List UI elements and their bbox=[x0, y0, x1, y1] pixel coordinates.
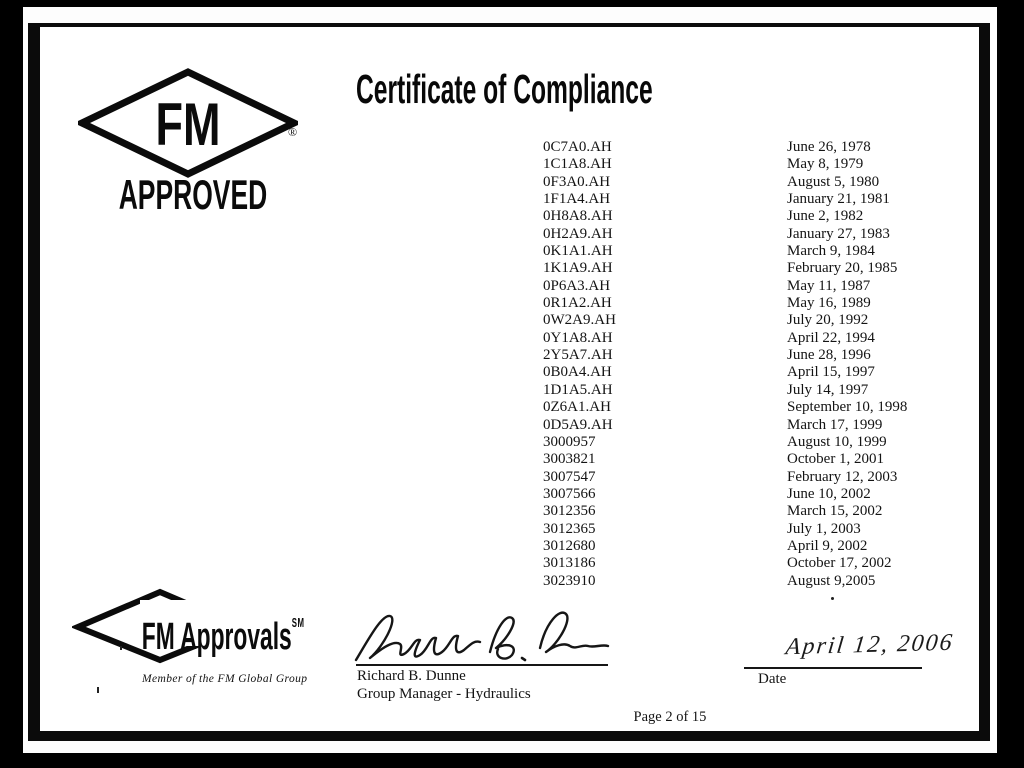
certificate-id: 3012680 bbox=[543, 537, 596, 554]
list-item bbox=[543, 364, 963, 381]
scan-speck bbox=[97, 687, 99, 693]
certificate-id: 3000957 bbox=[543, 433, 596, 450]
certificate-id: 1C1A8.AH bbox=[543, 156, 612, 173]
list-item bbox=[543, 521, 963, 538]
list-item bbox=[543, 330, 963, 347]
logo-tagline: Member of the FM Global Group bbox=[142, 673, 308, 685]
certificate-date: April 9, 2002 bbox=[787, 537, 868, 554]
certificate-id: 1K1A9.AH bbox=[543, 260, 613, 277]
list-item bbox=[543, 174, 963, 191]
list-item bbox=[543, 156, 963, 173]
date-line bbox=[744, 667, 922, 669]
certificate-date: May 16, 1989 bbox=[787, 295, 871, 312]
certificate-date: January 21, 1981 bbox=[787, 191, 890, 208]
certificate-date: August 5, 1980 bbox=[787, 173, 880, 190]
certificate-date: July 1, 2003 bbox=[787, 520, 861, 537]
certificate-date: September 10, 1998 bbox=[787, 399, 908, 416]
certificate-id: 0W2A9.AH bbox=[543, 312, 616, 329]
certificate-id: 3007566 bbox=[543, 485, 596, 502]
service-mark-symbol: SM bbox=[291, 615, 305, 630]
scan-speck bbox=[831, 597, 834, 600]
certificate-id: 0Z6A1.AH bbox=[543, 399, 611, 416]
certificate-date: March 17, 1999 bbox=[787, 416, 883, 433]
certificate-date: June 28, 1996 bbox=[787, 347, 871, 364]
list-item bbox=[543, 538, 963, 555]
certificate-date: May 8, 1979 bbox=[787, 156, 864, 173]
certificate-id: 0K1A1.AH bbox=[543, 243, 613, 260]
certificate-id: 3013186 bbox=[543, 555, 596, 572]
signatory-name: Richard B. Dunne bbox=[357, 668, 466, 684]
certificate-date: July 20, 1992 bbox=[787, 312, 869, 329]
signature-scribble bbox=[352, 606, 612, 668]
list-item bbox=[543, 417, 963, 434]
certificate-date: August 9,2005 bbox=[787, 572, 876, 589]
scan-speck bbox=[120, 646, 122, 650]
fm-approved-logo bbox=[78, 68, 298, 178]
handwritten-date: April 12, 2006 bbox=[784, 629, 956, 661]
list-item bbox=[543, 139, 963, 156]
date-label: Date bbox=[758, 671, 787, 687]
certificate-id: 1F1A4.AH bbox=[543, 191, 611, 208]
certificate-id: 0Y1A8.AH bbox=[543, 329, 613, 346]
certificate-id: 0D5A9.AH bbox=[543, 416, 613, 433]
list-item bbox=[543, 382, 963, 399]
certificate-id: 2Y5A7.AH bbox=[543, 347, 613, 364]
certificate-date: April 15, 1997 bbox=[787, 364, 875, 381]
list-item bbox=[543, 573, 963, 590]
certificate-id: 0R1A2.AH bbox=[543, 295, 612, 312]
certificate-id: 0P6A3.AH bbox=[543, 277, 611, 294]
approved-label: APPROVED bbox=[118, 171, 268, 218]
list-item bbox=[543, 295, 963, 312]
list-item bbox=[543, 226, 963, 243]
certificate-id: 1D1A5.AH bbox=[543, 381, 613, 398]
certificate-id: 0H2A9.AH bbox=[543, 225, 613, 242]
certificate-date: June 10, 2002 bbox=[787, 485, 871, 502]
fm-approvals-name-text: FM Approvals bbox=[141, 616, 292, 658]
certificate-date: October 1, 2001 bbox=[787, 451, 885, 468]
list-item bbox=[543, 208, 963, 225]
list-item bbox=[543, 260, 963, 277]
certificate-id: 0F3A0.AH bbox=[543, 173, 611, 190]
certificate-id: 0B0A4.AH bbox=[543, 364, 612, 381]
signature-line bbox=[356, 664, 608, 666]
fm-monogram: FM bbox=[155, 91, 221, 159]
certificate-id: 3023910 bbox=[543, 572, 596, 589]
list-item bbox=[543, 555, 963, 572]
list-item bbox=[543, 243, 963, 260]
list-item bbox=[543, 191, 963, 208]
certificate-date: August 10, 1999 bbox=[787, 433, 887, 450]
certificate-id: 3007547 bbox=[543, 468, 596, 485]
list-item bbox=[543, 434, 963, 451]
list-item bbox=[543, 451, 963, 468]
list-item bbox=[543, 486, 963, 503]
certificate-date: October 17, 2002 bbox=[787, 555, 892, 572]
certificate-date: February 12, 2003 bbox=[787, 468, 898, 485]
certificate-date: January 27, 1983 bbox=[787, 225, 890, 242]
certificate-date: May 11, 1987 bbox=[787, 277, 871, 294]
certificate-id: 3012365 bbox=[543, 520, 596, 537]
list-item bbox=[543, 469, 963, 486]
page-title: Certificate of Compliance bbox=[356, 66, 653, 112]
page-indicator: Page 2 of 15 bbox=[633, 709, 707, 725]
certificate-id: 3012356 bbox=[543, 503, 596, 520]
list-item bbox=[543, 399, 963, 416]
fm-approvals-wordmark bbox=[140, 600, 308, 658]
certificate-date: April 22, 1994 bbox=[787, 329, 875, 346]
list-item bbox=[543, 312, 963, 329]
list-item bbox=[543, 347, 963, 364]
certificate-date: February 20, 1985 bbox=[787, 260, 898, 277]
certificate-date: June 2, 1982 bbox=[787, 208, 864, 225]
certificate-id: 0C7A0.AH bbox=[543, 139, 612, 155]
certificate-date: June 26, 1978 bbox=[787, 139, 871, 155]
certificate-list bbox=[543, 139, 963, 590]
certificate-date: July 14, 1997 bbox=[787, 381, 869, 398]
certificate-id: 3003821 bbox=[543, 451, 596, 468]
list-item bbox=[543, 503, 963, 520]
certificate-id: 0H8A8.AH bbox=[543, 208, 613, 225]
signatory-title: Group Manager - Hydraulics bbox=[357, 686, 531, 702]
list-item bbox=[543, 278, 963, 295]
certificate-date: March 9, 1984 bbox=[787, 243, 875, 260]
registered-trademark-symbol: ® bbox=[288, 125, 298, 139]
certificate-date: March 15, 2002 bbox=[787, 503, 883, 520]
